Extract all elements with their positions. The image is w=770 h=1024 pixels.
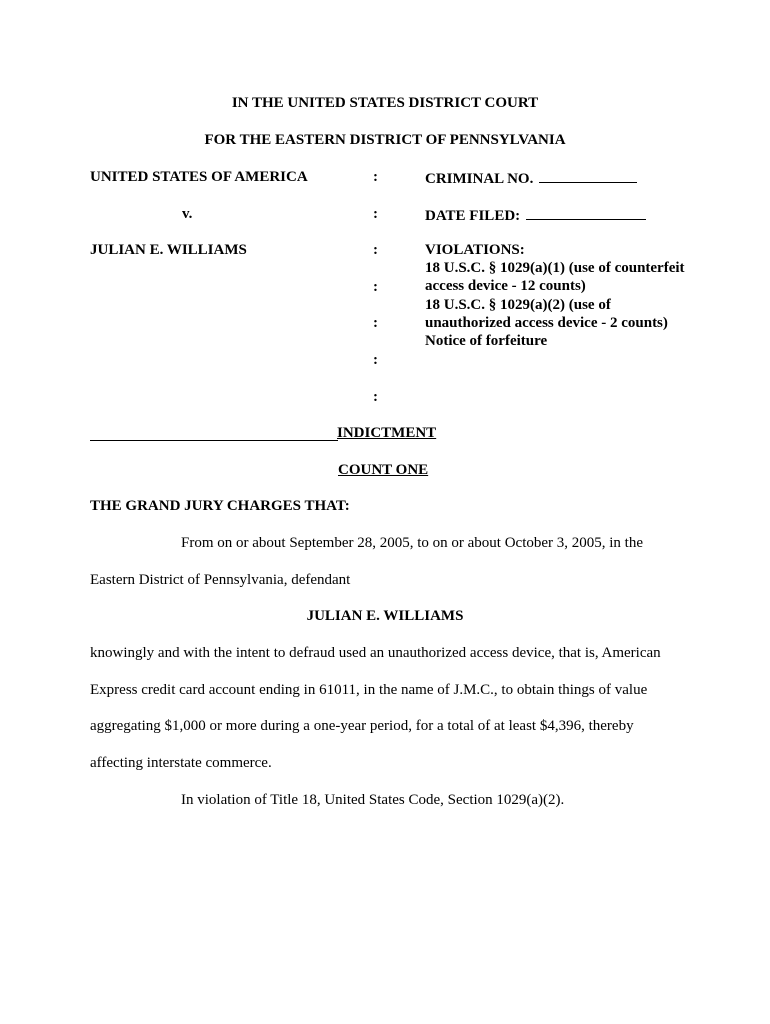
violation-line: 18 U.S.C. § 1029(a)(1) (use of counterfeit [425, 260, 685, 276]
court-heading-line1: IN THE UNITED STATES DISTRICT COURT [231, 95, 539, 111]
caption-separator: : [373, 352, 378, 368]
body-paragraph-line: knowingly and with the intent to defraud used an unauthorized access device, that is, American [90, 645, 661, 661]
caption-separator: : [373, 206, 378, 222]
date-filed-field [425, 205, 646, 225]
caption-separator: : [373, 242, 378, 258]
caption-separator: : [373, 389, 378, 405]
caption-separator: : [373, 315, 378, 331]
body-paragraph-line: Eastern District of Pennsylvania, defendant [90, 572, 351, 588]
body-paragraph-line: aggregating $1,000 or more during a one-year period, for a total of at least $4,396, thereby [90, 718, 634, 734]
violation-line: access device - 12 counts) [425, 278, 586, 294]
indictment-title: INDICTMENT [337, 425, 437, 441]
body-paragraph-line: From on or about September 28, 2005, to on or about October 3, 2005, in the [181, 535, 644, 551]
criminal-no-label: CRIMINAL NO. [425, 171, 534, 187]
date-filed-label: DATE FILED: [425, 208, 521, 224]
caption-separator: : [373, 169, 378, 185]
violation-line: 18 U.S.C. § 1029(a)(2) (use of [425, 297, 611, 313]
criminal-no-blank [539, 168, 637, 183]
violation-statement: In violation of Title 18, United States Code, Section 1029(a)(2). [181, 792, 565, 808]
body-paragraph-line: affecting interstate commerce. [90, 755, 272, 771]
caption-rule [90, 440, 338, 441]
caption-versus: v. [182, 206, 193, 222]
defendant-name: JULIAN E. WILLIAMS [306, 608, 464, 624]
caption-separator: : [373, 279, 378, 295]
date-filed-blank [526, 205, 646, 220]
criminal-no-field [425, 168, 637, 188]
violation-line: Notice of forfeiture [425, 333, 548, 349]
body-paragraph-line: Express credit card account ending in 61011, in the name of J.M.C., to obtain things of value [90, 682, 648, 698]
caption-plaintiff: UNITED STATES OF AMERICA [90, 169, 308, 185]
grand-jury-charges: THE GRAND JURY CHARGES THAT: [90, 498, 350, 514]
violations-label: VIOLATIONS: [425, 242, 525, 258]
violation-line: unauthorized access device - 2 counts) [425, 315, 668, 331]
caption-defendant: JULIAN E. WILLIAMS [90, 242, 247, 258]
court-heading-line2: FOR THE EASTERN DISTRICT OF PENNSYLVANIA [204, 132, 566, 148]
count-title: COUNT ONE [338, 462, 429, 478]
